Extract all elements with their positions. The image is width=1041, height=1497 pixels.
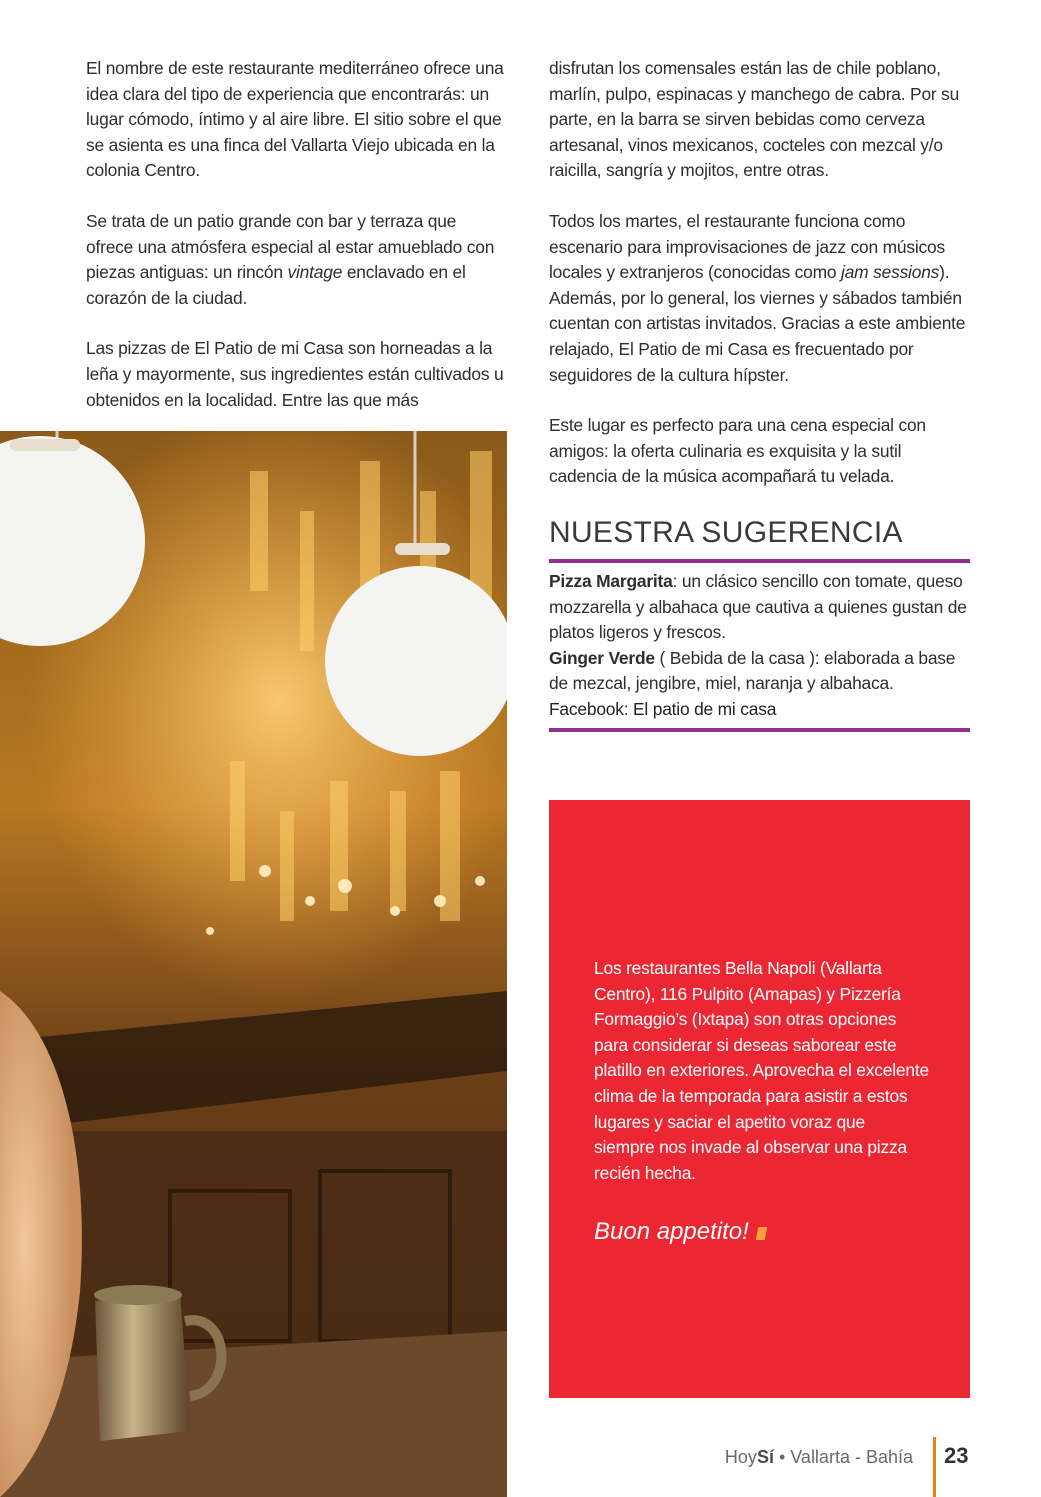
paragraph: Las pizzas de El Patio de mi Casa son horneadas a la leña y mayormente, sus ingredientes están cultivados u obtenidos en la localidad. Entre las que más xyxy=(86,338,504,410)
signoff: Buon appetito! xyxy=(594,1218,766,1246)
bar-photo xyxy=(0,431,507,1497)
divider xyxy=(549,728,970,732)
paragraph: El nombre de este restaurante mediterráneo ofrece una idea clara del tipo de experiencia que encontrarás: un lugar cómodo, íntimo y al aire libre. El sitio sobre el que se asienta es una finca del Vallarta Viejo ubicada en la colonia Centro. xyxy=(86,58,504,181)
left-column xyxy=(86,56,506,438)
sidebar-text: Los restaurantes Bella Napoli (Vallarta Centro), 116 Pulpito (Amapas) y Pizzería Formaggio’s (Ixtapa) son otras opciones para considerar si deseas saborear este platillo en exteriores. Aprovecha el excelente clima de la temporada para asistir a estos lugares y saciar el apetito voraz que siempre nos invade al observar una pizza recién hecha. xyxy=(594,958,929,1183)
suggestion-section xyxy=(549,515,970,733)
divider xyxy=(549,559,970,563)
section-heading: NUESTRA SUGERENCIA xyxy=(549,515,903,549)
sidebar-box xyxy=(549,800,970,1398)
suggestion-item: Ginger Verde ( Bebida de la casa ): elaborada a base de mezcal, jengibre, miel, naranja y albahaca. xyxy=(549,647,956,694)
drink-name: Ginger Verde xyxy=(549,647,655,668)
dish-name: Pizza Margarita xyxy=(549,570,673,591)
paragraph: Este lugar es perfecto para una cena especial con amigos: la oferta culinaria es exquisita y la sutil cadencia de la música acompañará tu velada. xyxy=(549,415,926,487)
suggestion-item: Pizza Margarita: un clásico sencillo con tomate, queso mozzarella y albahaca que cautiva a quienes gustan de platos ligeros y frescos. xyxy=(549,570,967,643)
footer-divider xyxy=(933,1437,936,1497)
paragraph: disfrutan los comensales están las de chile poblano, marlín, pulpo, espinacas y manchego de cabra. Por su parte, en la barra se sirven bebidas como cerveza artesanal, vinos mexicanos, cocteles con mezcal y/o raicilla, sangría y mojitos, entre otras. xyxy=(549,58,960,181)
page-number: 23 xyxy=(944,1443,969,1468)
emphasis: vintage xyxy=(287,262,343,283)
facebook-link[interactable]: Facebook: El patio de mi casa xyxy=(549,698,777,719)
suggestion-body xyxy=(549,569,970,723)
end-mark-icon xyxy=(755,1227,767,1240)
emphasis: jam sessions xyxy=(841,262,940,283)
right-column xyxy=(549,56,970,732)
paragraph: Todos los martes, el restaurante funciona como escenario para improvisaciones de jazz con músicos locales y extranjeros (conocidas como jam sessions). Además, por lo general, los viernes y sábados también cuentan con artistas invitados. Gracias a este ambiente relajado, El Patio de mi Casa es frecuentado por seguidores de la cultura hípster. xyxy=(549,210,966,385)
footer-brand: HoySí • Vallarta - Bahía xyxy=(724,1447,913,1467)
paragraph: Se trata de un patio grande con bar y terraza que ofrece una atmósfera especial al estar amueblado con piezas antiguas: un rincón vintage enclavado en el corazón de la ciudad. xyxy=(86,210,495,308)
